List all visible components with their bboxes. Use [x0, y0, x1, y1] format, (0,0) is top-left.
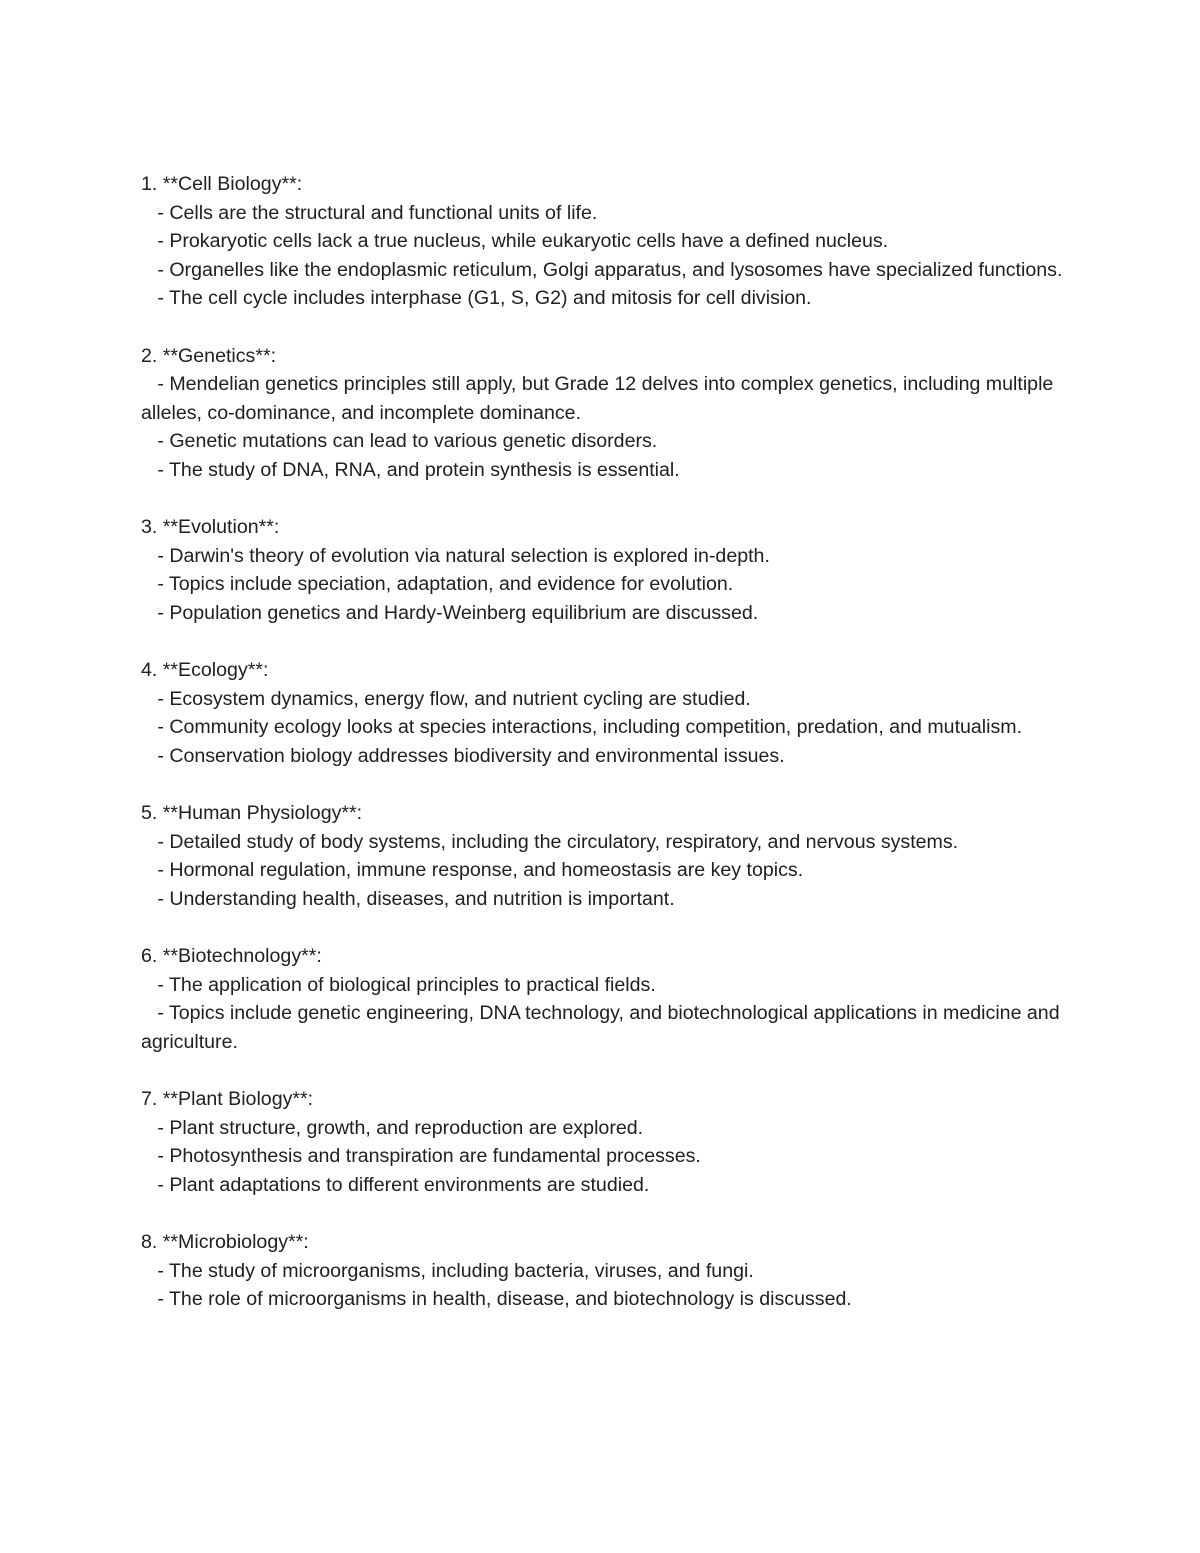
- section-heading: 7. **Plant Biology**:: [141, 1088, 314, 1110]
- bullet-item: - Conservation biology addresses biodiversity and environmental issues.: [141, 744, 785, 767]
- section-ecology: [141, 656, 1071, 770]
- bullet-item: - Cells are the structural and functional units of life.: [141, 201, 598, 224]
- section-human-physiology: [141, 799, 1071, 913]
- section-heading: 2. **Genetics**:: [141, 344, 277, 367]
- bullet-item: - Mendelian genetics principles still apply, but Grade 12 delves into complex genetics, including multiple alleles, co-dominance, and incomplete dominance.: [141, 373, 1054, 424]
- section-heading: 1. **Cell Biology**:: [141, 173, 303, 195]
- section-biotechnology: [141, 942, 1071, 1056]
- section-plant-biology: [141, 1085, 1071, 1199]
- bullet-item: - Population genetics and Hardy-Weinberg equilibrium are discussed.: [141, 601, 759, 624]
- bullet-item: - The role of microorganisms in health, disease, and biotechnology is discussed.: [141, 1288, 852, 1311]
- bullet-item: - Photosynthesis and transpiration are fundamental processes.: [141, 1145, 701, 1168]
- bullet-item: - Ecosystem dynamics, energy flow, and nutrient cycling are studied.: [141, 687, 751, 710]
- bullet-item: - Topics include genetic engineering, DNA technology, and biotechnological applications in medicine and agriculture.: [141, 1002, 1060, 1053]
- bullet-item: - Understanding health, diseases, and nutrition is important.: [141, 887, 675, 910]
- bullet-item: - The application of biological principles to practical fields.: [141, 973, 656, 996]
- bullet-item: - Prokaryotic cells lack a true nucleus, while eukaryotic cells have a defined nucleus.: [141, 230, 889, 253]
- bullet-item: - The study of DNA, RNA, and protein synthesis is essential.: [141, 458, 680, 481]
- section-heading: 6. **Biotechnology**:: [141, 945, 322, 968]
- bullet-item: - The study of microorganisms, including bacteria, viruses, and fungi.: [141, 1259, 754, 1282]
- bullet-item: - Plant structure, growth, and reproduction are explored.: [141, 1116, 644, 1139]
- bullet-item: - Organelles like the endoplasmic reticulum, Golgi apparatus, and lysosomes have specialized functions.: [141, 258, 1063, 281]
- bullet-item: - Hormonal regulation, immune response, and homeostasis are key topics.: [141, 859, 804, 882]
- document-body: [141, 170, 1071, 1342]
- section-genetics: [141, 342, 1071, 485]
- section-microbiology: [141, 1228, 1071, 1314]
- section-heading: 3. **Evolution**:: [141, 516, 280, 539]
- section-heading: 5. **Human Physiology**:: [141, 802, 363, 825]
- bullet-item: - Topics include speciation, adaptation, and evidence for evolution.: [141, 573, 734, 596]
- bullet-item: - Community ecology looks at species interactions, including competition, predation, and mutualism.: [141, 716, 1023, 739]
- bullet-item: - The cell cycle includes interphase (G1, S, G2) and mitosis for cell division.: [141, 287, 812, 310]
- section-evolution: [141, 513, 1071, 627]
- bullet-item: - Genetic mutations can lead to various genetic disorders.: [141, 430, 658, 453]
- bullet-item: - Detailed study of body systems, including the circulatory, respiratory, and nervous systems.: [141, 830, 959, 853]
- bullet-item: - Plant adaptations to different environments are studied.: [141, 1173, 650, 1196]
- section-heading: 8. **Microbiology**:: [141, 1230, 309, 1253]
- section-cell-biology: [141, 170, 1071, 313]
- section-heading: 4. **Ecology**:: [141, 659, 269, 682]
- bullet-item: - Darwin's theory of evolution via natural selection is explored in-depth.: [141, 544, 770, 567]
